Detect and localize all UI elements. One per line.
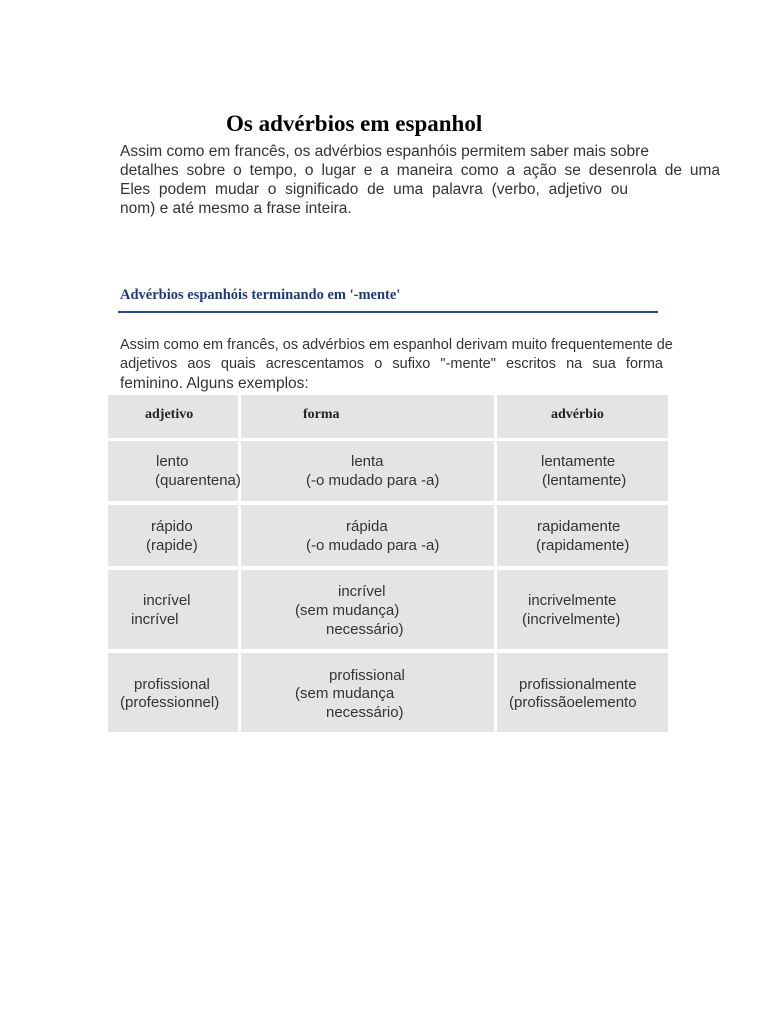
intro-paragraph [120,142,720,218]
header-adjetivo: adjetivo [145,407,194,422]
row4-forma: profissional [329,667,405,684]
row2-forma-note: (-o mudado para -a) [306,537,440,554]
row1-forma: lenta [351,453,384,470]
row1-adverbio-translation: (lentamente) [542,472,627,489]
row3-adverbio-translation: (incrivelmente) [522,611,621,628]
row3-forma-note: (sem mudança) [295,602,400,619]
intro-line-4: nom) e até mesmo a frase inteira. [120,200,352,217]
row2-adjetivo: rápido [151,518,193,535]
table-header-cell [241,395,494,438]
row2-adjetivo-translation: (rapide) [146,537,198,554]
header-adverbio: advérbio [551,407,604,422]
row2-adverbio-translation: (rapidamente) [536,537,630,554]
row1-forma-note: (-o mudado para -a) [306,472,440,489]
row3-adjetivo: incrível [143,592,191,609]
intro-line-1: Assim como em francês, os advérbios espanhóis permitem saber mais sobre [120,143,649,160]
row4-adjetivo: profissional [134,676,210,693]
document-title: Os advérbios em espanhol [226,111,483,136]
row4-adjetivo-translation: (professionnel) [120,694,220,711]
section-paragraph-line-1: Assim como em francês, os advérbios em espanhol derivam muito frequentemente de [120,337,673,353]
row1-adjetivo: lento [156,453,189,470]
row3-adverbio: incrivelmente [528,592,617,609]
row4-forma-note-2: necessário) [326,704,404,721]
intro-line-3: Eles podem mudar o significado de uma palavra (verbo, adjetivo ou [120,181,628,198]
section-paragraph-line-3: feminino. Alguns exemplos: [120,375,309,392]
section-heading: Advérbios espanhóis terminando em '-mente' [120,287,401,303]
row3-adjetivo-translation: incrível [131,611,179,628]
row4-adverbio: profissionalmente [519,676,637,693]
section-divider [118,311,658,313]
row2-forma: rápida [346,518,388,535]
row3-forma-note-2: necessário) [326,621,404,638]
row2-adverbio: rapidamente [537,518,621,535]
row1-adjetivo-translation: (quarentena) [155,472,241,489]
row4-adverbio-translation: (profissãoelemento [509,694,637,711]
section-paragraph [120,336,683,393]
row1-adverbio: lentamente [541,453,616,470]
row3-forma: incrível [338,583,386,600]
row4-forma-note: (sem mudança [295,685,395,702]
section-paragraph-line-2: adjetivos aos quais acrescentamos o sufixo "-mente" escritos na sua forma [120,356,663,372]
header-forma: forma [303,407,340,422]
intro-line-2: detalhes sobre o tempo, o lugar e a maneira como a ação se desenrola de uma [120,162,720,179]
